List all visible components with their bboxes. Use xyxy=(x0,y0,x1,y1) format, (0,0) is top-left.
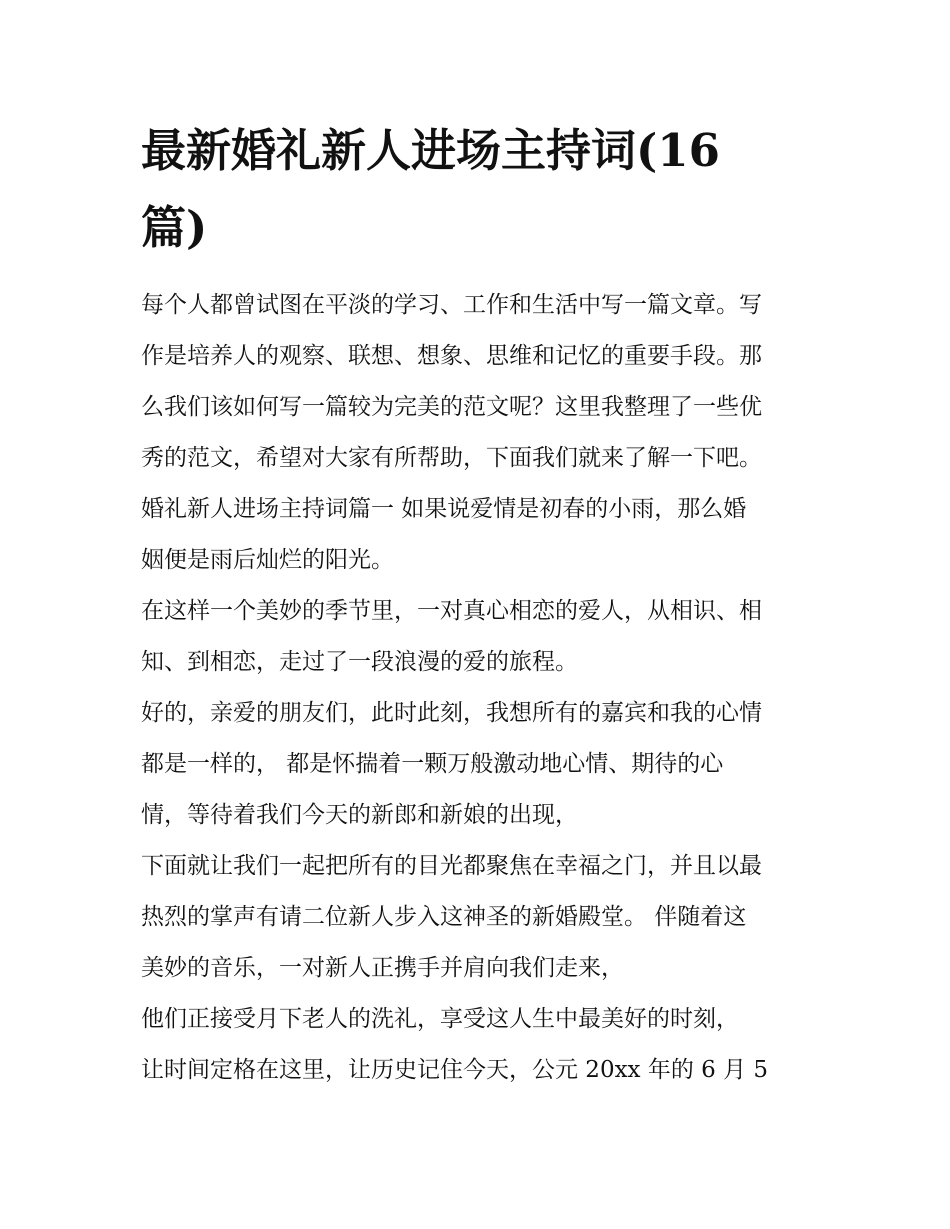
text-line: 好的，亲爱的朋友们，此时此刻，我想所有的嘉宾和我的心情 xyxy=(141,700,762,726)
text-line: 在这样一个美妙的季节里，一对真心相恋的爱人，从相识、相 xyxy=(141,598,762,624)
text-line: 让时间定格在这里，让历史记住今天，公元 20xx 年的 6 月 5 xyxy=(141,1057,769,1083)
text-line: 都是一样的， 都是怀揣着一颗万般激动地心情、期待的心 xyxy=(141,751,724,777)
body-text xyxy=(141,280,821,1096)
text-line: 下面就让我们一起把所有的目光都聚焦在幸福之门，并且以最 xyxy=(141,853,762,879)
text-line: 秀的范文，希望对大家有所帮助，下面我们就来了解一下吧。 xyxy=(141,445,762,471)
text-line: 知、到相恋，走过了一段浪漫的爱的旅程。 xyxy=(141,649,578,675)
title-line-1: 最新婚礼新人进场主持词(16 xyxy=(141,124,720,177)
text-line: 情，等待着我们今天的新郎和新娘的出现， xyxy=(141,802,578,828)
text-line: 姻便是雨后灿烂的阳光。 xyxy=(141,547,394,573)
page-title xyxy=(141,112,821,266)
text-line: 美妙的音乐，一对新人正携手并肩向我们走来， xyxy=(141,955,624,981)
title-line-2: 篇) xyxy=(141,201,208,254)
text-line: 他们正接受月下老人的洗礼，享受这人生中最美好的时刻， xyxy=(141,1006,739,1032)
text-line: 每个人都曾试图在平淡的学习、工作和生活中写一篇文章。写 xyxy=(141,292,762,318)
text-line: 么我们该如何写一篇较为完美的范文呢？这里我整理了一些优 xyxy=(141,394,762,420)
text-line: 作是培养人的观察、联想、想象、思维和记忆的重要手段。那 xyxy=(141,343,762,369)
text-line: 婚礼新人进场主持词篇一 如果说爱情是初春的小雨，那么婚 xyxy=(141,496,747,522)
text-line: 热烈的掌声有请二位新人步入这神圣的新婚殿堂。 伴随着这 xyxy=(141,904,747,930)
